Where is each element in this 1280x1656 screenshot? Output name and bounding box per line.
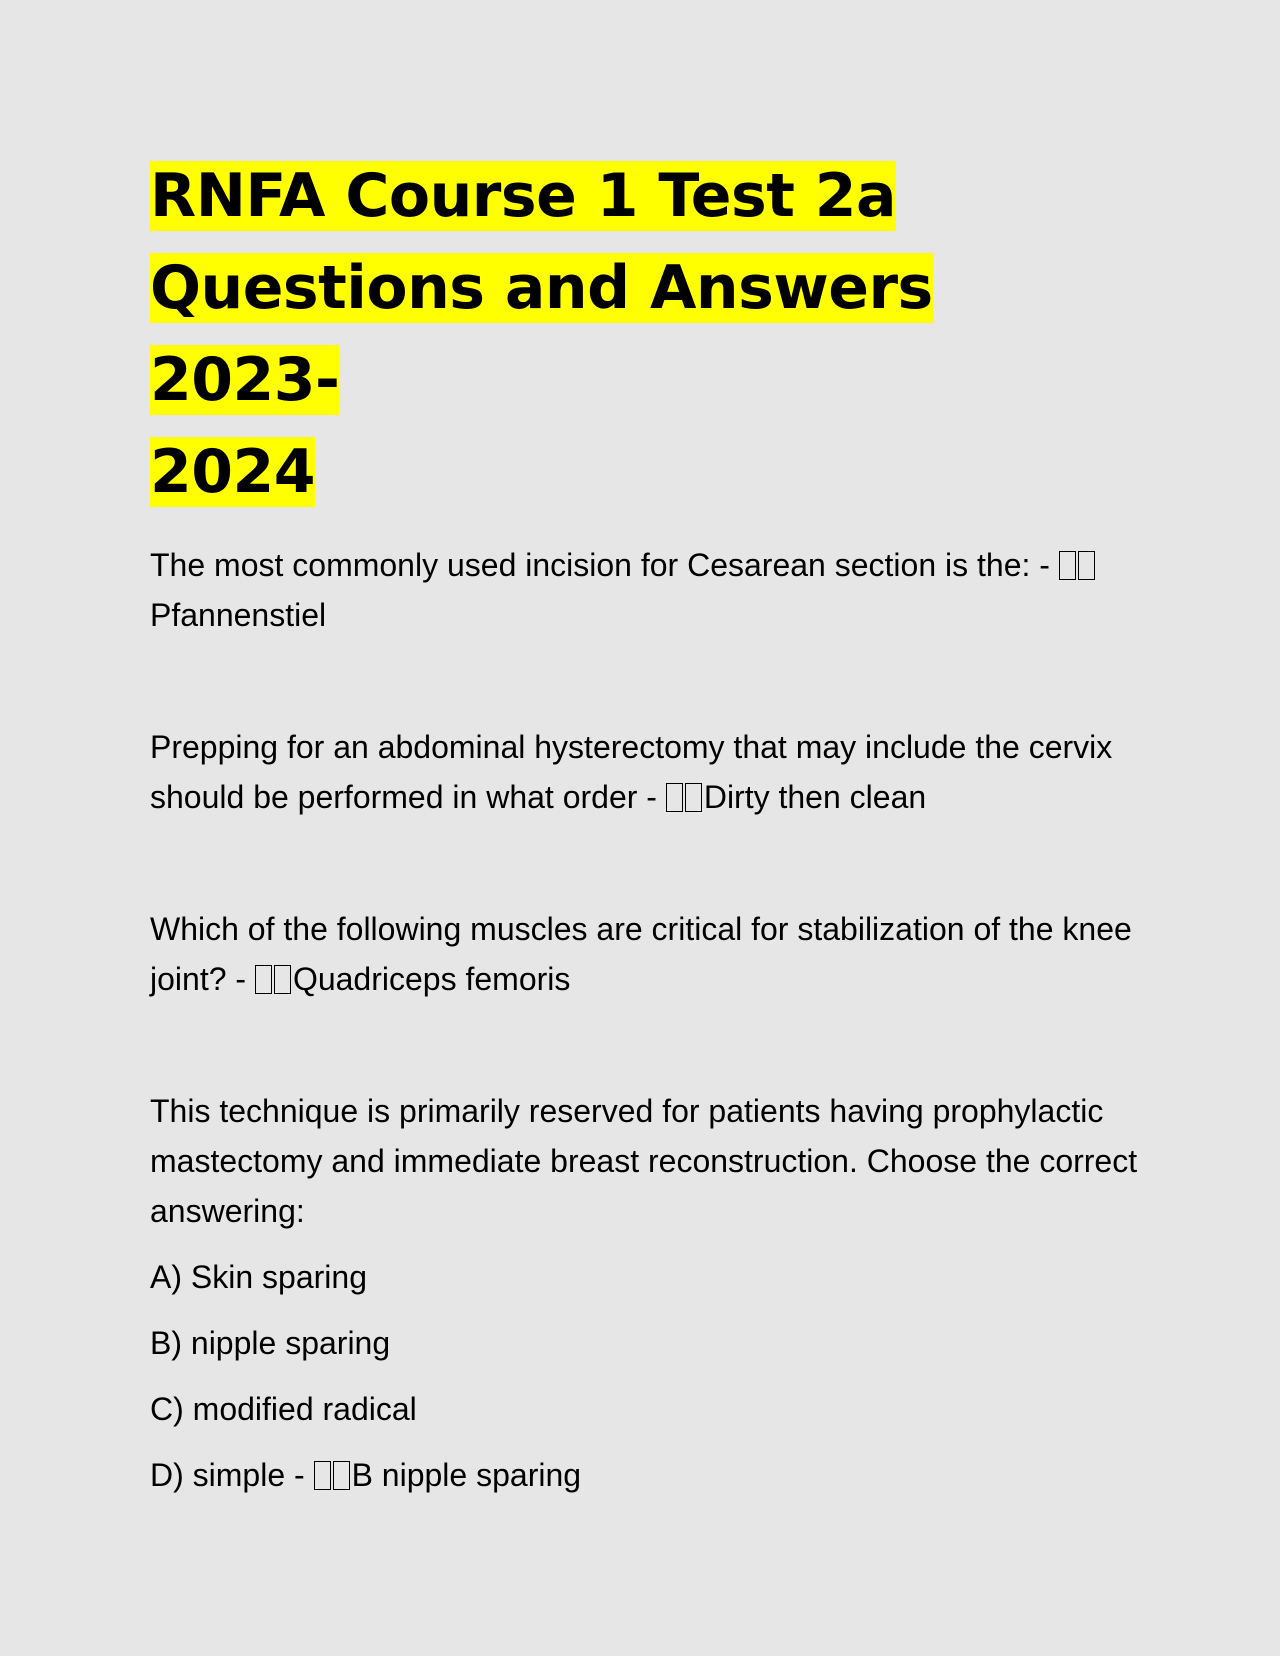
missing-glyph-icon: [666, 772, 704, 822]
missing-glyph-icon: [255, 954, 293, 1004]
answer-text: Quadriceps femoris: [292, 961, 571, 997]
question-text: Which of the following muscles are critical for stabilization of the knee joint? -: [150, 911, 1132, 997]
answer-text: Dirty then clean: [703, 779, 927, 815]
missing-glyph-icon: [1059, 540, 1097, 590]
title-line: Questions and Answers 2023-: [150, 253, 933, 415]
question-text: This technique is primarily reserved for patients having prophylactic mastectomy and immediate breast reconstruction. Choose the correct answering:: [150, 1093, 1138, 1229]
answer-text: B nipple sparing: [351, 1457, 582, 1493]
qa-paragraph: [150, 722, 1140, 822]
title-line: 2024: [150, 437, 315, 507]
qa-item: [150, 722, 1140, 822]
qa-paragraph: [150, 540, 1140, 640]
option-d: [150, 1450, 1140, 1500]
document-title: [150, 150, 1140, 518]
option-a: A) Skin sparing: [150, 1259, 367, 1295]
qa-item: [150, 540, 1140, 640]
option-c: C) modified radical: [150, 1391, 417, 1427]
answer-text: Pfannenstiel: [150, 597, 327, 633]
document-content: [150, 150, 1140, 1500]
qa-paragraph: [150, 904, 1140, 1004]
option-d-text: D) simple -: [150, 1457, 305, 1493]
missing-glyph-icon: [314, 1450, 352, 1500]
qa-item: [150, 1086, 1140, 1500]
option-b: B) nipple sparing: [150, 1325, 391, 1361]
title-line: RNFA Course 1 Test 2a: [150, 161, 897, 231]
question-text: Prepping for an abdominal hysterectomy that may include the cervix should be performed in what order -: [150, 729, 1113, 815]
question-text: The most commonly used incision for Cesarean section is the: -: [150, 547, 1050, 583]
qa-item: [150, 904, 1140, 1004]
